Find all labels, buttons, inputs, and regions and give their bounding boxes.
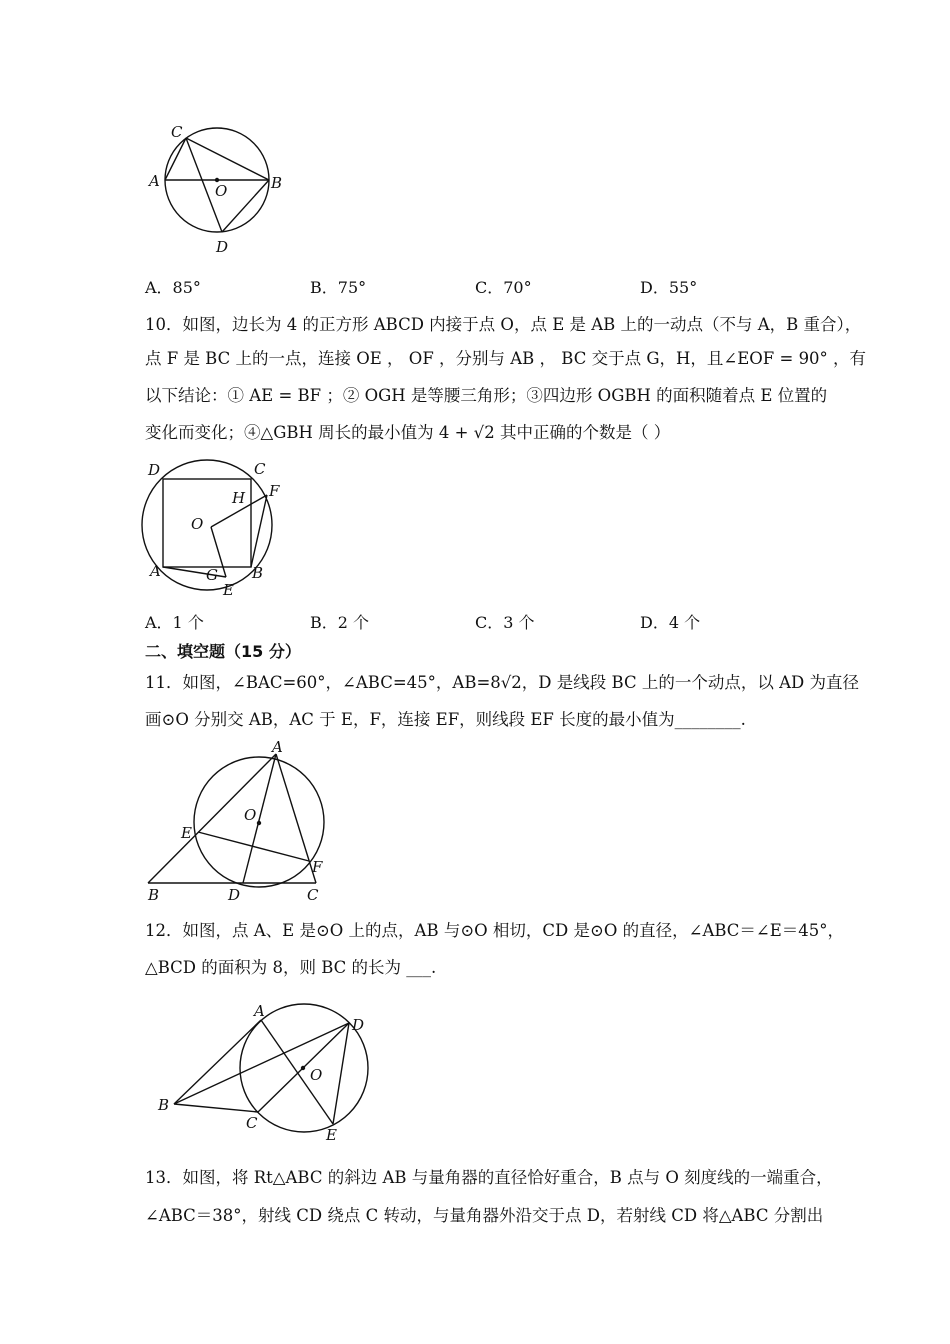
q10-line-2: 点 F 是 BC 上的一点，连接 OE ， OF ，分别与 AB ， BC 交于点 G，H，且∠EOF = 90° ，有: [145, 349, 867, 368]
q10-label-g: G: [206, 566, 218, 584]
q12-label-o: O: [310, 1066, 323, 1084]
q10-label-o: O: [191, 515, 204, 533]
q11-figure: [140, 740, 340, 905]
q12-line-bd: [174, 1023, 349, 1104]
q9-label-a: A: [149, 172, 160, 190]
q11-label-o: O: [244, 806, 257, 824]
q11-line-ab: [148, 754, 276, 883]
q11-line-1: 11．如图，∠BAC=60°，∠ABC=45°，AB=8√2，D 是线段 BC 上的一个动点，以 AD 为直径: [145, 673, 859, 692]
q11-label-e: E: [181, 824, 192, 842]
q10-option-c[interactable]: C．3 个: [475, 613, 535, 632]
q12-line-de: [333, 1023, 349, 1124]
q9-label-o: O: [215, 182, 228, 200]
q12-line-ba: [174, 1020, 261, 1104]
q10-option-d[interactable]: D．4 个: [640, 613, 701, 632]
q10-label-c: C: [254, 460, 266, 478]
q12-line-1: 12．如图，点 A、E 是⊙O 上的点，AB 与⊙O 相切，CD 是⊙O 的直径，∠ABC＝∠E＝45°，: [145, 921, 845, 940]
q10-label-f: F: [269, 482, 280, 500]
q10-label-b: B: [252, 564, 264, 582]
q12-label-c: C: [246, 1114, 258, 1132]
q10-label-e: E: [223, 581, 234, 599]
q12-label-e: E: [326, 1126, 337, 1144]
q12-label-a: A: [254, 1002, 265, 1020]
q10-option-b[interactable]: B．2 个: [310, 613, 370, 632]
q12-line-2: △BCD 的面积为 8，则 BC 的长为 ___.: [145, 958, 437, 977]
q12-center-dot: [301, 1066, 305, 1070]
q9-option-b[interactable]: B．75°: [310, 278, 367, 297]
section-2-heading: 二、填空题（15 分）: [145, 642, 301, 661]
q9-line-cb: [186, 138, 269, 180]
q10-label-h: H: [232, 489, 246, 507]
q12-label-d: D: [352, 1016, 365, 1034]
q12-figure: [150, 1000, 380, 1150]
q10-line-1: 10．如图，边长为 4 的正方形 ABCD 内接于点 O，点 E 是 AB 上的一动点（不与 A，B 重合），: [145, 315, 862, 334]
q11-label-d: D: [228, 886, 241, 904]
q9-option-a[interactable]: A．85°: [145, 278, 201, 297]
q11-center-dot: [257, 821, 261, 825]
q10-figure: [138, 455, 288, 605]
q9-option-d[interactable]: D．55°: [640, 278, 698, 297]
q9-label-c: C: [171, 123, 183, 141]
q9-option-c[interactable]: C．70°: [475, 278, 532, 297]
q11-label-f: F: [312, 858, 323, 876]
q11-line-2: 画⊙O 分别交 AB，AC 于 E，F，连接 EF，则线段 EF 长度的最小值为________.: [145, 710, 746, 729]
q10-line-3: 以下结论：① AE = BF ；② OGH 是等腰三角形；③四边形 OGBH 的面积随着点 E 位置的: [145, 386, 828, 405]
q12-line-bc: [174, 1104, 258, 1112]
q10-label-a: A: [150, 562, 161, 580]
q11-line-ef: [198, 832, 309, 861]
q11-line-ac: [276, 754, 316, 883]
q9-label-d: D: [216, 238, 229, 256]
q13-line-2: ∠ABC＝38°，射线 CD 绕点 C 转动，与量角器外沿交于点 D，若射线 CD 将△ABC 分割出: [145, 1206, 824, 1225]
q12-label-b: B: [158, 1096, 170, 1114]
q10-option-a[interactable]: A．1 个: [145, 613, 204, 632]
q9-label-b: B: [271, 174, 283, 192]
q11-label-b: B: [148, 886, 160, 904]
q9-line-ca: [165, 138, 186, 180]
q9-figure: [140, 120, 300, 260]
q10-label-d: D: [148, 461, 161, 479]
q11-label-c: C: [307, 886, 319, 904]
q11-label-a: A: [272, 740, 283, 756]
q10-line-4: 变化而变化；④△GBH 周长的最小值为 4 + √2 其中正确的个数是（ ）: [145, 423, 671, 442]
q13-line-1: 13．如图，将 Rt△ABC 的斜边 AB 与量角器的直径恰好重合，B 点与 O 刻度线的一端重合，: [145, 1168, 833, 1187]
